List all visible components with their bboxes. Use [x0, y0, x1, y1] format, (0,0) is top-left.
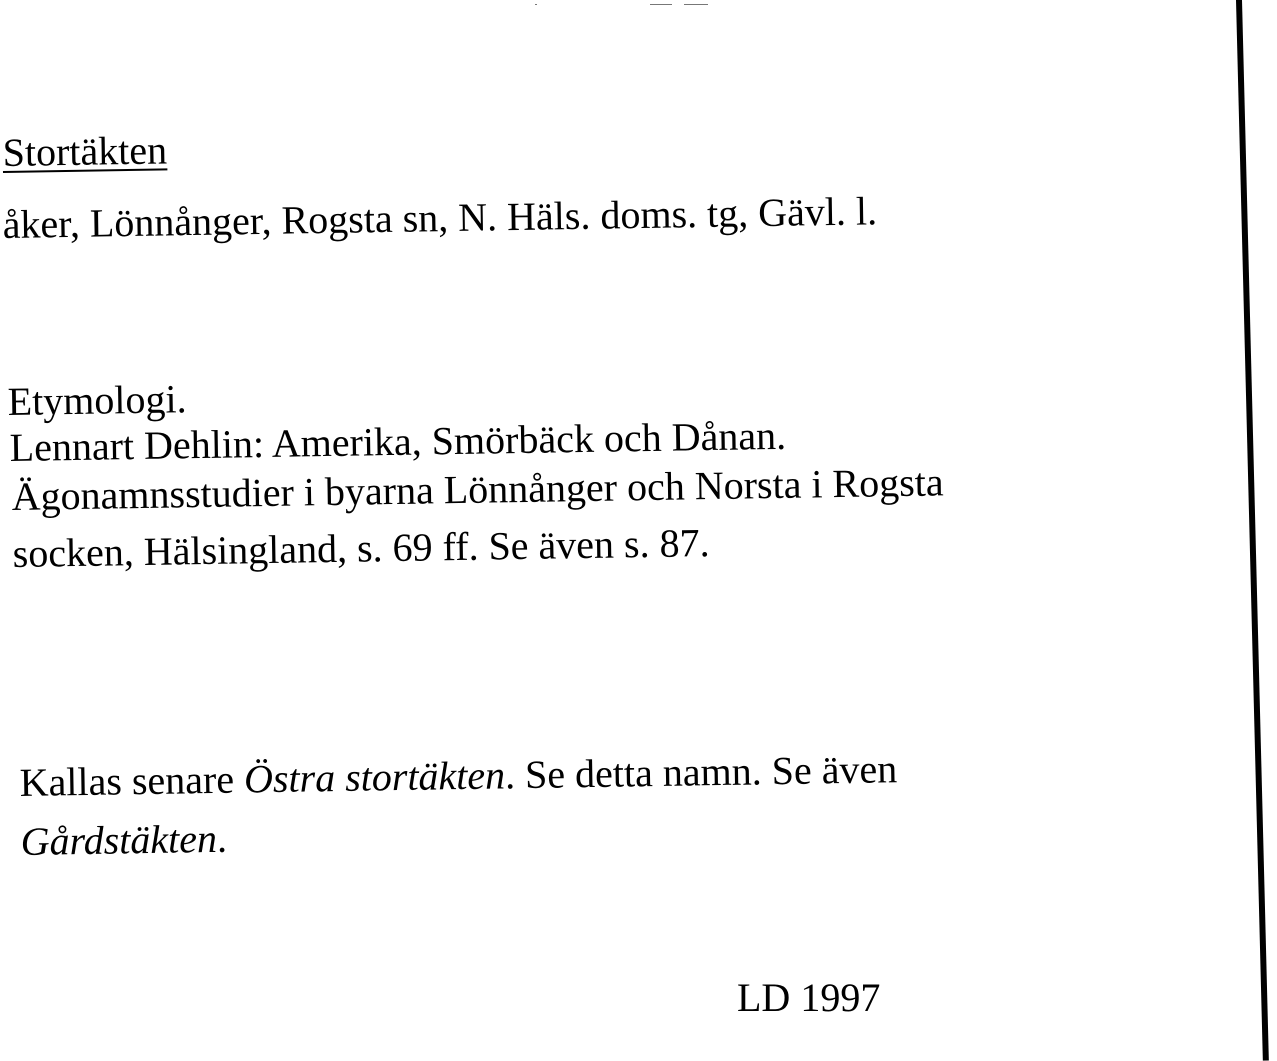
- etymology-label: Etymologi.: [7, 376, 187, 424]
- note-name-ostra-stortakten: Östra stortäkten: [243, 752, 506, 802]
- scan-speck: [684, 4, 708, 5]
- etymology-line-2: Ägonamnsstudier i byarna Lönnånger och Norsta i Rogsta: [11, 459, 944, 519]
- note-suffix: .: [216, 815, 228, 861]
- note-prefix: Kallas senare: [19, 756, 245, 805]
- entry-description: åker, Lönnånger, Rogsta sn, N. Häls. doms. tg, Gävl. l.: [2, 188, 878, 247]
- etymology-line-3: socken, Hälsingland, s. 69 ff. Se även s. 87.: [12, 520, 710, 576]
- etymology-line-1: Lennart Dehlin: Amerika, Smörbäck och Dånan.: [9, 412, 787, 470]
- page-edge-rule: [1236, 0, 1269, 1061]
- scan-speck: [650, 4, 672, 5]
- entry-heading: Stortäkten: [2, 127, 168, 175]
- scan-speck: [535, 4, 537, 5]
- signature: LD 1997: [737, 975, 881, 1020]
- note-middle: . Se detta namn. Se även: [504, 746, 898, 798]
- note-line-2: [20, 815, 228, 864]
- note-line-1: [19, 746, 898, 805]
- note-name-gardstakten: Gårdstäkten: [20, 815, 218, 864]
